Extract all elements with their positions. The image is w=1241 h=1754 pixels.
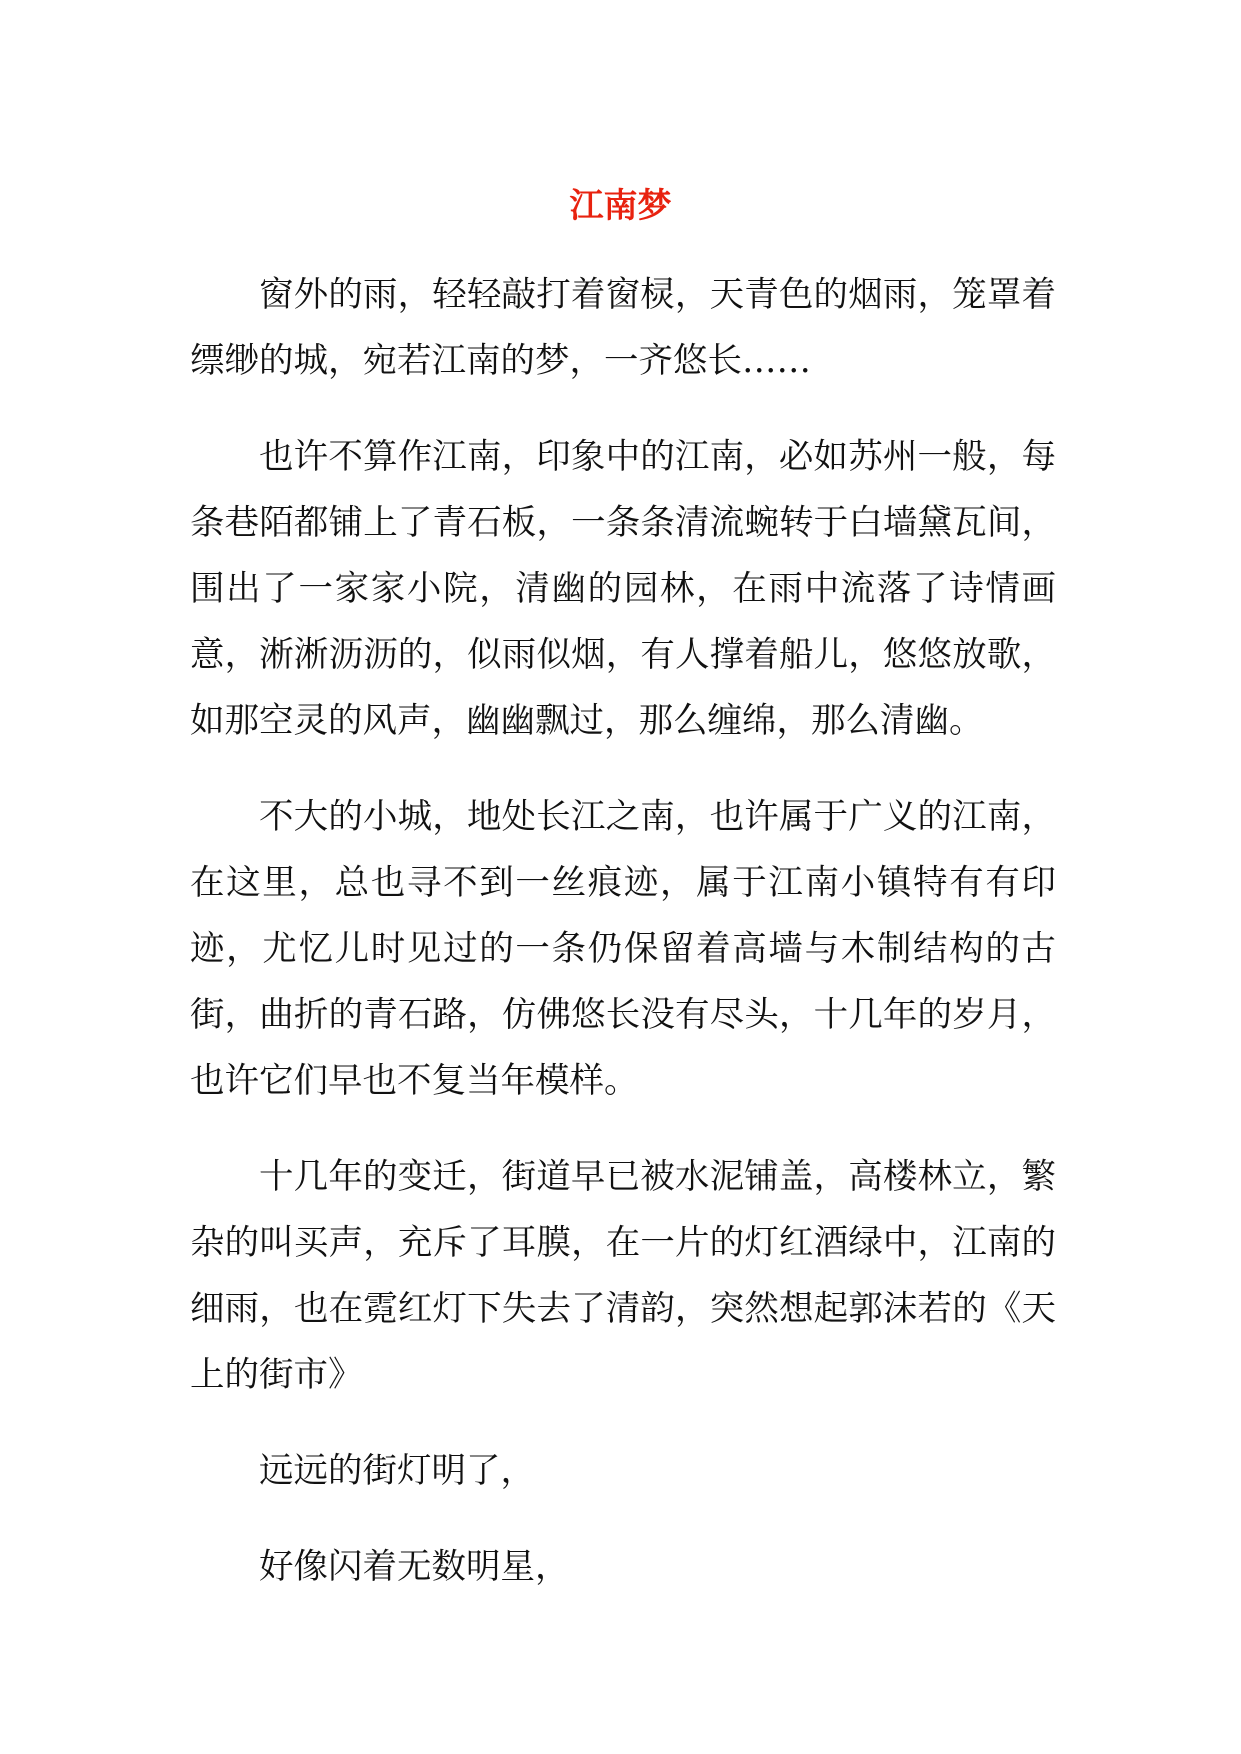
paragraph-3: 不大的小城，地处长江之南，也许属于广义的江南，在这里，总也寻不到一丝痕迹，属于江南小镇特有有印迹，尤忆儿时见过的一条仍保留着高墙与木制结构的古街，曲折的青石路，仿佛悠长没有尽头，十几年的岁月，也许它们早也不复当年模样。 bbox=[190, 797, 1056, 1101]
paragraph-2: 也许不算作江南，印象中的江南，必如苏州一般，每条巷陌都铺上了青石板，一条条清流蜿转于白墙黛瓦间，围出了一家家小院，清幽的园林，在雨中流落了诗情画意，淅淅沥沥的，似雨似烟，有人撑着船儿，悠悠放歌，如那空灵的风声，幽幽飘过，那么缠绵，那么清幽。 bbox=[190, 437, 1056, 741]
document-body bbox=[190, 262, 1056, 1630]
paragraph-4: 十几年的变迁，街道早已被水泥铺盖，高楼林立，繁杂的叫买声，充斥了耳膜，在一片的灯红酒绿中，江南的细雨，也在霓红灯下失去了清韵，突然想起郭沫若的《天上的街市》 bbox=[190, 1157, 1056, 1395]
poem-line-2: 好像闪着无数明星， bbox=[259, 1547, 570, 1587]
document-title: 江南梦 bbox=[569, 186, 672, 226]
paragraph-1: 窗外的雨，轻轻敲打着窗棂，天青色的烟雨，笼罩着缥缈的城，宛若江南的梦，一齐悠长…… bbox=[190, 275, 1056, 381]
poem-line-1: 远远的街灯明了， bbox=[259, 1451, 535, 1491]
